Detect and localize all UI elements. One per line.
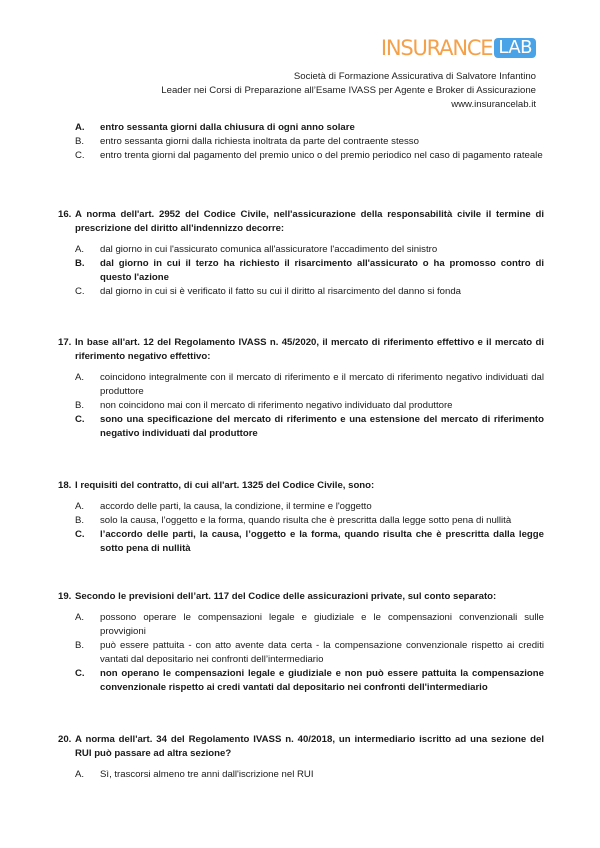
option-a: A. accordo delle parti, la causa, la condizione, il termine e l'oggetto — [75, 501, 372, 512]
option-a: A. coincidono integralmente con il mercato di riferimento e il mercato di riferimento negativo individuati dal produttore — [75, 372, 544, 397]
option-b: B. solo la causa, l’oggetto e la forma, quando risulta che è prescritta dalla legge sotto pena di nullità — [75, 515, 512, 526]
option-a: A. entro sessanta giorni dalla chiusura di ogni anno solare — [75, 122, 355, 133]
question-text: 18. I requisiti del contratto, di cui all'art. 1325 del Codice Civile, sono: — [58, 480, 375, 491]
option-b: B. dal giorno in cui il terzo ha richiesto il risarcimento all'assicurato o ha promosso contro di questo l'azione — [75, 258, 544, 283]
option-a: A. dal giorno in cui l'assicurato comunica all'assicuratore l'accadimento del sinistro — [75, 244, 438, 255]
question-16 — [58, 208, 544, 299]
option-b: B. entro sessanta giorni dalla richiesta inoltrata da parte del contraente stesso — [75, 136, 419, 147]
option-c: C. dal giorno in cui si è verificato il fatto su cui il diritto al risarcimento del danno si fonda — [75, 286, 462, 297]
option-c: C. sono una specificazione del mercato di riferimento e una estensione del mercato di riferimento negativo individuati dal produttore — [75, 414, 544, 439]
option-c: C. l’accordo delle parti, la causa, l’oggetto e la forma, quando risulta che è prescritta dalla legge sotto pena di nullità — [75, 529, 544, 554]
company-website: www.insurancelab.it — [451, 99, 536, 110]
insurancelab-logo — [381, 36, 536, 60]
question-text: 19. Secondo le previsioni dell’art. 117 del Codice delle assicurazioni private, sul conto separato: — [58, 591, 497, 602]
question-17 — [58, 336, 544, 441]
option-a: A. possono operare le compensazioni legale e giudiziale e le compensazioni convenzionali sulle provvigioni — [75, 612, 544, 637]
question-text: 17. In base all'art. 12 del Regolamento IVASS n. 45/2020, il mercato di riferimento effettivo e il mercato di riferimento negativo effettivo: — [58, 337, 544, 362]
option-c: C. entro trenta giorni dal pagamento del premio unico o del premio periodico nel caso di pagamento rateale — [75, 150, 543, 161]
question-18 — [58, 479, 544, 556]
company-name: Società di Formazione Assicurativa di Salvatore Infantino — [293, 71, 536, 82]
question-text: 20. A norma dell'art. 34 del Regolamento IVASS n. 40/2018, un intermediario iscritto ad una sezione del RUI può passare ad altra sezione? — [58, 734, 544, 759]
option-b: B. non coincidono mai con il mercato di riferimento negativo individuato dal produttore — [75, 400, 453, 411]
question-19 — [58, 590, 544, 695]
company-tagline: Leader nei Corsi di Preparazione all’Esame IVASS per Agente e Broker di Assicurazione — [161, 85, 536, 96]
page-header — [161, 36, 536, 112]
logo-word: INSURANCE — [380, 36, 493, 60]
option-b: B. può essere pattuita - con atto avente data certa - la compensazione convenzionale rispetto ai crediti vantati dal depositario nei confronti dell’intermediario — [75, 640, 544, 665]
question-text: 16. A norma dell'art. 2952 del Codice Civile, nell'assicurazione della responsabilità civile il termine di prescrizione del diritto all'indennizzo decorre: — [58, 209, 544, 234]
carryover-options — [58, 121, 544, 163]
question-20 — [58, 733, 544, 782]
option-c: C. non operano le compensazioni legale e giudiziale e non può essere pattuita la compensazione convenzionale rispetto ai credi vantati dal depositario nei confronti dell'intermediario — [75, 668, 544, 693]
logo-badge: LAB — [494, 38, 536, 58]
option-a: A. Sì, trascorsi almeno tre anni dall'iscrizione nel RUI — [75, 769, 314, 780]
header-text — [161, 70, 536, 112]
